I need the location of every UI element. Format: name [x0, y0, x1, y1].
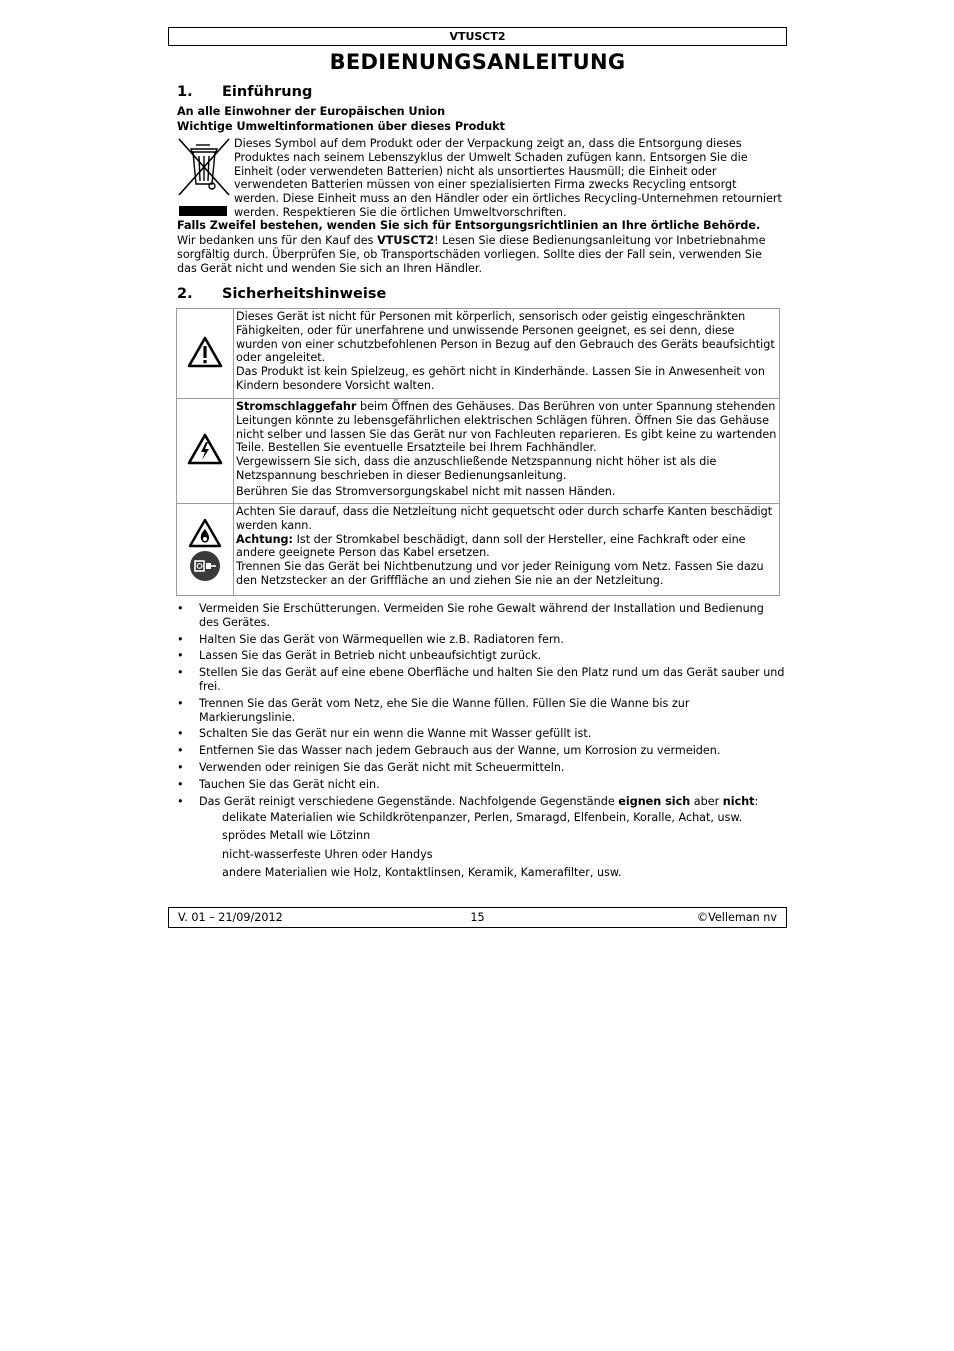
list-item: [177, 697, 785, 725]
safety-electric-text-1: [236, 400, 777, 455]
safety-icon-cell: [177, 504, 234, 596]
bullet-symbol: •: [177, 727, 184, 741]
list-item: [177, 633, 785, 647]
section-1-title: Einführung: [222, 84, 313, 100]
thanks-text-end: ! Lesen Sie diese Bedienungsanleitung vor Inbetriebnahme sorgfältig durch. Überprüfen Sie, ob Transportschäden vorliegen. Sollte dies der Fall sein, verwenden Sie das Gerät nicht und wenden Sie sich an Ihren Händler.: [177, 234, 766, 275]
list-item: [177, 727, 785, 741]
eu-residents-subheading: An alle Einwohner der Europäischen Union: [177, 105, 446, 118]
doubt-authority-text: Falls Zweifel bestehen, wenden Sie sich für Entsorgungsrichtlinien an Ihre örtliche Behörde.: [177, 219, 761, 232]
bullet-symbol: •: [177, 794, 184, 808]
safety-icon-cell: [177, 309, 234, 399]
bullet-symbol: •: [177, 649, 184, 663]
bullet-symbol: •: [177, 602, 184, 615]
list-item-text: Entfernen Sie das Wasser nach jedem Gebrauch aus der Wanne, um Korrosion zu vermeiden.: [199, 744, 721, 758]
thanks-paragraph: [177, 234, 783, 275]
safety-table: [176, 308, 780, 596]
safety-text-electric: [234, 399, 780, 504]
safety-electric-text-2: Vergewissern Sie sich, dass die anzuschließende Netzspannung nicht höher ist als die Netzspannung beschrieben in dieser Bedienungsanleitung.: [236, 455, 717, 482]
safety-electric-text-3: Berühren Sie das Stromversorgungskabel nicht mit nassen Händen.: [236, 484, 616, 498]
unsuitable-item-4: andere Materialien wie Holz, Kontaktlinsen, Keramik, Kamerafilter, usw.: [222, 866, 622, 879]
section-2-heading: [177, 285, 386, 303]
footer-version: V. 01 – 21/09/2012: [178, 911, 283, 924]
footer-page-number: 15: [470, 911, 485, 924]
list-item: [177, 602, 785, 630]
list-item: [177, 649, 785, 663]
safety-icon-cell: [177, 399, 234, 504]
unsuitable-item-3: nicht-wasserfeste Uhren oder Handys: [222, 848, 433, 861]
bullet-symbol: •: [177, 632, 184, 646]
safety-row-general: [177, 309, 780, 399]
list-item-text: aber: [690, 794, 723, 808]
safety-row-cable: [177, 504, 780, 596]
list-item: [177, 744, 785, 758]
footer-copyright: ©Velleman nv: [696, 911, 777, 924]
electric-shock-icon: [187, 433, 223, 465]
page-title: BEDIENUNGSANLEITUNG: [329, 50, 626, 74]
header-model: VTUSCT2: [449, 30, 506, 43]
section-1-heading: [177, 83, 312, 101]
thanks-model: VTUSCT2: [377, 234, 435, 247]
bullet-symbol: •: [177, 666, 184, 680]
list-item-text: Vermeiden Sie Erschütterungen. Vermeiden Sie rohe Gewalt während der Installation und Bedienung des Gerätes.: [199, 602, 764, 629]
safety-cable-text-2: [236, 533, 777, 561]
section-2-title: Sicherheitshinweise: [222, 286, 387, 302]
bullet-symbol: •: [177, 696, 184, 710]
thanks-text-start: Wir bedanken uns für den Kauf des: [177, 234, 378, 247]
header-model-box: [168, 27, 787, 46]
safety-general-text-1: Dieses Gerät ist nicht für Personen mit körperlich, sensorisch oder geistig eingeschränkten Fähigkeiten, oder für unerfahrene und unwissende Personen geeignet, es sei denn, diese wurden von einer schutzbefohlenen Person in Bezug auf den Gebrauch des Geräts beaufsichtigt oder angeleitet.: [236, 310, 775, 365]
bullet-symbol: •: [177, 760, 184, 774]
fire-hazard-icon: [188, 518, 222, 548]
crossed-out-bin-icon: [177, 137, 231, 197]
cable-icons: [177, 518, 233, 582]
bullet-symbol: •: [177, 777, 184, 791]
weee-black-bar: [179, 206, 227, 216]
weee-disposal-text: Dieses Symbol auf dem Produkt oder der Verpackung zeigt an, dass die Entsorgung dieses Produktes nach seinem Lebenszyklus der Umwelt Schaden zufügen kann. Entsorgen Sie die Einheit (oder verwendeten Batterien) nicht als unsortiertes Hausmüll; die Einheit oder verwendeten Batterien müssen von einer spezialisierten Firma zwecks Recycling entsorgt werden. Diese Einheit muss an den Händler oder ein örtliches Recycling-Unternehmen retourniert werden. Respektieren Sie die örtlichen Umweltvorschriften.: [234, 137, 782, 219]
safety-text-cable: [234, 504, 780, 596]
list-item: [177, 666, 785, 694]
list-item-text: Trennen Sie das Gerät vom Netz, ehe Sie die Wanne füllen. Füllen Sie die Wanne bis zur Markierungslinie.: [199, 696, 690, 724]
section-1-number: 1.: [177, 84, 193, 100]
electric-shock-text: beim Öffnen des Gehäuses. Das Berühren von unter Spannung stehenden Leitungen könnte zu lebensgefährlichen elektrischen Schlägen führen. Öffnen Sie das Gehäuse nicht selber und lassen Sie das Gerät nur von Fachleuten reparieren. Es gibt keine zu wartenden Teile. Bestellen Sie eventuelle Ersatzteile bei Ihrem Fachhändler.: [236, 400, 777, 455]
attention-text: Ist der Stromkabel beschädigt, dann soll der Hersteller, eine Fachkraft oder eine andere geeignete Person das Kabel ersetzen.: [236, 532, 746, 560]
emphasis-not: nicht: [722, 794, 755, 808]
list-item-text: Halten Sie das Gerät von Wärmequellen wie z.B. Radiatoren fern.: [199, 632, 564, 646]
list-item: [177, 795, 785, 809]
safety-cable-text-1: Achten Sie darauf, dass die Netzleitung nicht gequetscht oder durch scharfe Kanten beschädigt werden kann.: [236, 505, 773, 532]
safety-row-electric: [177, 399, 780, 504]
electric-shock-label: Stromschlaggefahr: [236, 400, 357, 413]
list-item-text: Verwenden oder reinigen Sie das Gerät nicht mit Scheuermitteln.: [199, 760, 565, 774]
list-item-text: Lassen Sie das Gerät in Betrieb nicht unbeaufsichtigt zurück.: [199, 649, 542, 663]
list-item: [177, 778, 785, 792]
unsuitable-item-1: delikate Materialien wie Schildkrötenpanzer, Perlen, Smaragd, Elfenbein, Koralle, Achat, usw.: [222, 811, 743, 824]
safety-text-general: [234, 309, 780, 399]
warning-triangle-icon: [187, 336, 223, 368]
bullet-symbol: •: [177, 744, 184, 758]
list-item-text: :: [754, 794, 759, 808]
safety-general-text-2: Das Produkt ist kein Spielzeug, es gehört nicht in Kinderhände. Lassen Sie in Anwesenheit von Kindern besondere Vorsicht walten.: [236, 365, 765, 392]
safety-bullet-list: [177, 602, 785, 811]
section-2-number: 2.: [177, 286, 193, 302]
list-item-text: Tauchen Sie das Gerät nicht ein.: [199, 777, 380, 791]
list-item-text: Schalten Sie das Gerät nur ein wenn die Wanne mit Wasser gefüllt ist.: [199, 727, 592, 741]
emphasis-suitable: eignen sich: [618, 794, 691, 808]
list-item-text: Das Gerät reinigt verschiedene Gegenstände. Nachfolgende Gegenstände: [199, 794, 619, 808]
page-footer: [168, 907, 787, 928]
safety-cable-text-3: Trennen Sie das Gerät bei Nichtbenutzung und vor jeder Reinigung vom Netz. Fassen Sie dazu den Netzstecker an der Grifffläche an und ziehen Sie nie an der Netzleitung.: [236, 560, 764, 587]
environment-info-subheading: Wichtige Umweltinformationen über dieses Produkt: [177, 120, 506, 133]
attention-label: Achtung:: [236, 532, 294, 546]
list-item: [177, 761, 785, 775]
unsuitable-item-2: sprödes Metall wie Lötzinn: [222, 829, 371, 842]
list-item-text: Stellen Sie das Gerät auf eine ebene Oberfläche und halten Sie den Platz rund um das Gerät sauber und frei.: [199, 666, 785, 693]
unplug-icon: [189, 550, 221, 582]
